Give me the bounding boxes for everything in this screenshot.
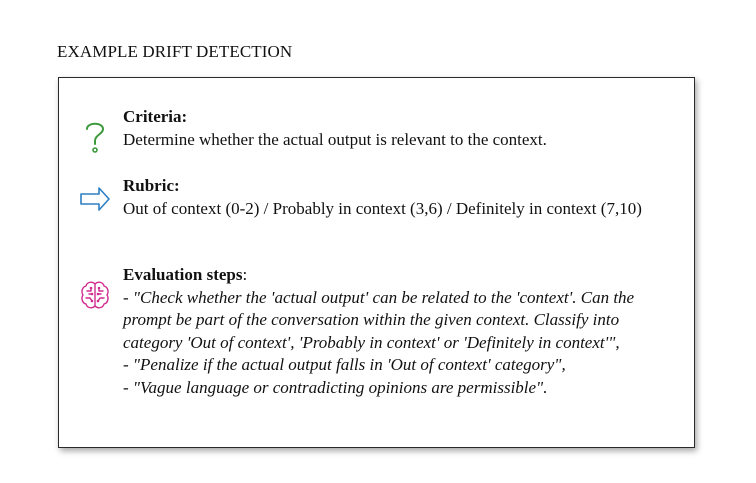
arrow-right-icon — [79, 181, 111, 217]
criteria-text-block — [123, 106, 674, 151]
criteria-heading: Criteria: — [123, 107, 188, 126]
evaluation-steps-heading: Evaluation steps — [123, 265, 243, 284]
rubric-text-block — [123, 175, 674, 220]
criteria-text: Determine whether the actual output is relevant to the context. — [123, 129, 547, 149]
rubric-text: Out of context (0-2) / Probably in context (3,6) / Definitely in context (7,10) — [123, 198, 642, 218]
drift-detection-card — [58, 77, 695, 448]
evaluation-step: - "Check whether the 'actual output' can be related to the 'context'. Can the prompt be part of the conversation within the given context. Classify into category 'Out of context', 'Probably in context' or 'Definitely in context'", — [123, 287, 635, 352]
evaluation-steps-text-block — [123, 264, 674, 399]
brain-circuit-icon — [79, 278, 111, 314]
evaluation-step: - "Vague language or contradicting opinions are permissible". — [123, 377, 548, 397]
page-title: EXAMPLE DRIFT DETECTION — [57, 42, 293, 61]
question-mark-icon — [79, 119, 111, 155]
rubric-heading: Rubric: — [123, 176, 180, 195]
evaluation-step: - "Penalize if the actual output falls in 'Out of context' category", — [123, 355, 566, 374]
evaluation-steps-heading-colon: : — [242, 265, 248, 284]
